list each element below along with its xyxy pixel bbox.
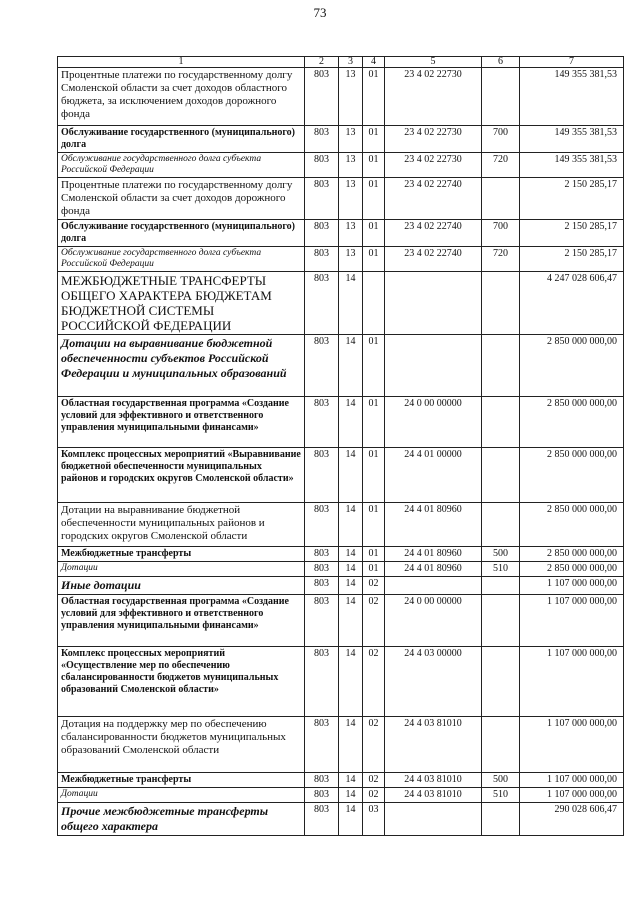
table-row (58, 647, 624, 717)
target-article-cell: 24 4 03 81010 (385, 788, 482, 803)
subsection-code-cell: 01 (363, 335, 385, 397)
item-name-cell: Обслуживание государственного (муниципального) долга (58, 126, 305, 153)
table-row (58, 773, 624, 788)
column-header: 5 (385, 57, 482, 68)
expense-type-cell: 500 (482, 547, 520, 562)
target-article-cell: 23 4 02 22740 (385, 247, 482, 272)
amount-cell: 149 355 381,53 (520, 126, 624, 153)
target-article-cell: 23 4 02 22730 (385, 153, 482, 178)
table-row (58, 126, 624, 153)
table-row (58, 272, 624, 335)
item-name-cell: Областная государственная программа «Создание условий для эффективного и ответственного управления муниципальными финансами» (58, 397, 305, 448)
expense-type-cell (482, 717, 520, 773)
subsection-code-cell: 01 (363, 178, 385, 220)
ministry-code-cell: 803 (305, 503, 339, 547)
table-row (58, 220, 624, 247)
item-name-cell: Прочие межбюджетные трансферты общего характера (58, 803, 305, 836)
section-code-cell: 14 (339, 773, 363, 788)
ministry-code-cell: 803 (305, 788, 339, 803)
target-article-cell: 24 4 01 80960 (385, 547, 482, 562)
section-code-cell: 13 (339, 126, 363, 153)
amount-cell: 290 028 606,47 (520, 803, 624, 836)
subsection-code-cell: 01 (363, 220, 385, 247)
target-article-cell: 24 4 03 81010 (385, 773, 482, 788)
expense-type-cell: 510 (482, 788, 520, 803)
subsection-code-cell: 02 (363, 773, 385, 788)
target-article-cell: 24 4 03 00000 (385, 647, 482, 717)
expense-type-cell (482, 68, 520, 126)
target-article-cell: 23 4 02 22730 (385, 68, 482, 126)
table-row (58, 247, 624, 272)
target-article-cell: 23 4 02 22740 (385, 220, 482, 247)
subsection-code-cell: 01 (363, 126, 385, 153)
column-header: 7 (520, 57, 624, 68)
expense-type-cell (482, 335, 520, 397)
item-name-cell: Иные дотации (58, 577, 305, 595)
amount-cell: 2 850 000 000,00 (520, 562, 624, 577)
table-row (58, 788, 624, 803)
column-header: 2 (305, 57, 339, 68)
item-name-cell: Обслуживание государственного долга субъекта Российской Федерации (58, 153, 305, 178)
subsection-code-cell: 01 (363, 68, 385, 126)
subsection-code-cell: 01 (363, 247, 385, 272)
ministry-code-cell: 803 (305, 335, 339, 397)
expense-type-cell (482, 272, 520, 335)
item-name-cell: Процентные платежи по государственному долгу Смоленской области за счет доходов областного бюджета, за исключением доходов дорожного фонда (58, 68, 305, 126)
table-row (58, 577, 624, 595)
subsection-code-cell: 01 (363, 153, 385, 178)
item-name-cell: Межбюджетные трансферты (58, 547, 305, 562)
ministry-code-cell: 803 (305, 126, 339, 153)
expense-type-cell: 720 (482, 247, 520, 272)
budget-allocation-table (57, 56, 624, 836)
subsection-code-cell: 03 (363, 803, 385, 836)
subsection-code-cell: 01 (363, 547, 385, 562)
section-code-cell: 14 (339, 448, 363, 503)
subsection-code-cell: 01 (363, 562, 385, 577)
column-header: 4 (363, 57, 385, 68)
subsection-code-cell: 01 (363, 448, 385, 503)
section-code-cell: 14 (339, 562, 363, 577)
amount-cell: 1 107 000 000,00 (520, 647, 624, 717)
ministry-code-cell: 803 (305, 595, 339, 647)
amount-cell: 1 107 000 000,00 (520, 773, 624, 788)
item-name-cell: Дотация на поддержку мер по обеспечению сбалансированности бюджетов муниципальных образований Смоленской области (58, 717, 305, 773)
item-name-cell: Обслуживание государственного долга субъекта Российской Федерации (58, 247, 305, 272)
expense-type-cell (482, 178, 520, 220)
expense-type-cell: 700 (482, 220, 520, 247)
section-code-cell: 13 (339, 178, 363, 220)
expense-type-cell (482, 803, 520, 836)
column-header: 1 (58, 57, 305, 68)
page-number: 73 (313, 5, 327, 20)
target-article-cell: 24 0 00 00000 (385, 595, 482, 647)
item-name-cell: Комплекс процессных мероприятий «Осуществление мер по обеспечению сбалансированности бюджетов муниципальных образований Смоленской области» (58, 647, 305, 717)
table-row (58, 562, 624, 577)
target-article-cell: 23 4 02 22730 (385, 126, 482, 153)
table-body (58, 57, 624, 836)
target-article-cell (385, 803, 482, 836)
amount-cell: 2 850 000 000,00 (520, 503, 624, 547)
table-row (58, 547, 624, 562)
target-article-cell: 24 4 01 80960 (385, 503, 482, 547)
section-code-cell: 14 (339, 577, 363, 595)
expense-type-cell (482, 595, 520, 647)
ministry-code-cell: 803 (305, 448, 339, 503)
table-row (58, 595, 624, 647)
amount-cell: 149 355 381,53 (520, 153, 624, 178)
amount-cell: 149 355 381,53 (520, 68, 624, 126)
expense-type-cell (482, 397, 520, 448)
target-article-cell: 24 4 03 81010 (385, 717, 482, 773)
target-article-cell (385, 577, 482, 595)
target-article-cell: 23 4 02 22740 (385, 178, 482, 220)
subsection-code-cell: 02 (363, 788, 385, 803)
section-code-cell: 14 (339, 647, 363, 717)
item-name-cell: Областная государственная программа «Создание условий для эффективного и ответственного управления муниципальными финансами» (58, 595, 305, 647)
item-name-cell: Дотации (58, 788, 305, 803)
table-row (58, 397, 624, 448)
target-article-cell (385, 335, 482, 397)
section-code-cell: 13 (339, 153, 363, 178)
ministry-code-cell: 803 (305, 153, 339, 178)
section-code-cell: 14 (339, 272, 363, 335)
ministry-code-cell: 803 (305, 272, 339, 335)
subsection-code-cell: 02 (363, 595, 385, 647)
section-code-cell: 14 (339, 503, 363, 547)
item-name-cell: Обслуживание государственного (муниципального) долга (58, 220, 305, 247)
item-name-cell: Дотации на выравнивание бюджетной обеспеченности субъектов Российской Федерации и муниципальных образований (58, 335, 305, 397)
table-row (58, 335, 624, 397)
column-header: 6 (482, 57, 520, 68)
column-header: 3 (339, 57, 363, 68)
amount-cell: 1 107 000 000,00 (520, 717, 624, 773)
amount-cell: 2 850 000 000,00 (520, 397, 624, 448)
ministry-code-cell: 803 (305, 773, 339, 788)
ministry-code-cell: 803 (305, 397, 339, 448)
table-row (58, 503, 624, 547)
expense-type-cell (482, 503, 520, 547)
amount-cell: 2 150 285,17 (520, 178, 624, 220)
ministry-code-cell: 803 (305, 547, 339, 562)
section-code-cell: 14 (339, 595, 363, 647)
item-name-cell: Межбюджетные трансферты (58, 773, 305, 788)
subsection-code-cell: 02 (363, 717, 385, 773)
ministry-code-cell: 803 (305, 803, 339, 836)
ministry-code-cell: 803 (305, 178, 339, 220)
target-article-cell: 24 4 01 80960 (385, 562, 482, 577)
table-row (58, 153, 624, 178)
item-name-cell: Процентные платежи по государственному долгу Смоленской области за счет доходов дорожного фонда (58, 178, 305, 220)
subsection-code-cell (363, 272, 385, 335)
ministry-code-cell: 803 (305, 68, 339, 126)
section-code-cell: 14 (339, 547, 363, 562)
ministry-code-cell: 803 (305, 577, 339, 595)
amount-cell: 1 107 000 000,00 (520, 788, 624, 803)
section-code-cell: 14 (339, 717, 363, 773)
section-code-cell: 14 (339, 788, 363, 803)
amount-cell: 2 850 000 000,00 (520, 335, 624, 397)
table-row (58, 803, 624, 836)
target-article-cell: 24 4 01 00000 (385, 448, 482, 503)
ministry-code-cell: 803 (305, 717, 339, 773)
table-row (58, 717, 624, 773)
target-article-cell (385, 272, 482, 335)
item-name-cell: Дотации (58, 562, 305, 577)
subsection-code-cell: 02 (363, 577, 385, 595)
subsection-code-cell: 02 (363, 647, 385, 717)
ministry-code-cell: 803 (305, 247, 339, 272)
amount-cell: 2 150 285,17 (520, 220, 624, 247)
section-code-cell: 13 (339, 247, 363, 272)
amount-cell: 2 150 285,17 (520, 247, 624, 272)
amount-cell: 1 107 000 000,00 (520, 595, 624, 647)
section-code-cell: 14 (339, 335, 363, 397)
section-code-cell: 13 (339, 68, 363, 126)
expense-type-cell: 700 (482, 126, 520, 153)
subsection-code-cell: 01 (363, 503, 385, 547)
expense-type-cell: 500 (482, 773, 520, 788)
item-name-cell: Дотации на выравнивание бюджетной обеспеченности муниципальных районов и городских округов Смоленской области (58, 503, 305, 547)
table-row (58, 178, 624, 220)
section-code-cell: 14 (339, 397, 363, 448)
table-row (58, 448, 624, 503)
item-name-cell: МЕЖБЮДЖЕТНЫЕ ТРАНСФЕРТЫ ОБЩЕГО ХАРАКТЕРА БЮДЖЕТАМ БЮДЖЕТНОЙ СИСТЕМЫ РОССИЙСКОЙ ФЕДЕРАЦИИ (58, 272, 305, 335)
target-article-cell: 24 0 00 00000 (385, 397, 482, 448)
expense-type-cell (482, 577, 520, 595)
subsection-code-cell: 01 (363, 397, 385, 448)
expense-type-cell: 510 (482, 562, 520, 577)
ministry-code-cell: 803 (305, 220, 339, 247)
expense-type-cell (482, 647, 520, 717)
ministry-code-cell: 803 (305, 647, 339, 717)
amount-cell: 2 850 000 000,00 (520, 448, 624, 503)
table-header-row (58, 57, 624, 68)
expense-type-cell: 720 (482, 153, 520, 178)
item-name-cell: Комплекс процессных мероприятий «Выравнивание бюджетной обеспеченности муниципальных районов и городских округов Смоленской области» (58, 448, 305, 503)
amount-cell: 2 850 000 000,00 (520, 547, 624, 562)
amount-cell: 1 107 000 000,00 (520, 577, 624, 595)
amount-cell: 4 247 028 606,47 (520, 272, 624, 335)
expense-type-cell (482, 448, 520, 503)
section-code-cell: 14 (339, 803, 363, 836)
table-row (58, 68, 624, 126)
section-code-cell: 13 (339, 220, 363, 247)
ministry-code-cell: 803 (305, 562, 339, 577)
